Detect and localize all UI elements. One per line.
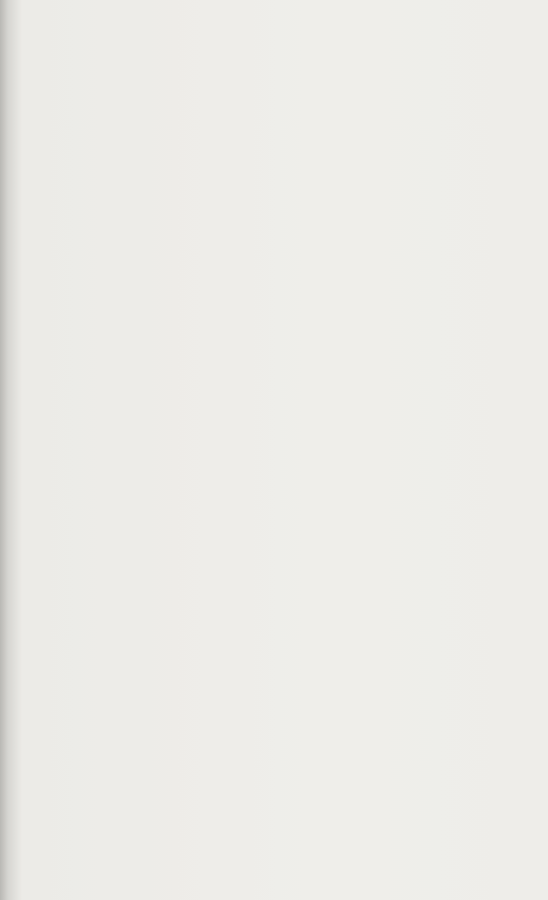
bleed-mark <box>470 256 548 284</box>
bleed-mark <box>470 60 548 88</box>
bleed-mark <box>470 228 548 256</box>
handwritten-catalog-note <box>58 122 498 158</box>
bleed-mark <box>470 88 548 116</box>
bleed-mark <box>470 172 548 200</box>
bleed-through-text <box>420 0 548 40</box>
bleed-mark <box>470 284 548 312</box>
bleed-mark <box>470 200 548 228</box>
bleed-mark <box>470 312 548 340</box>
